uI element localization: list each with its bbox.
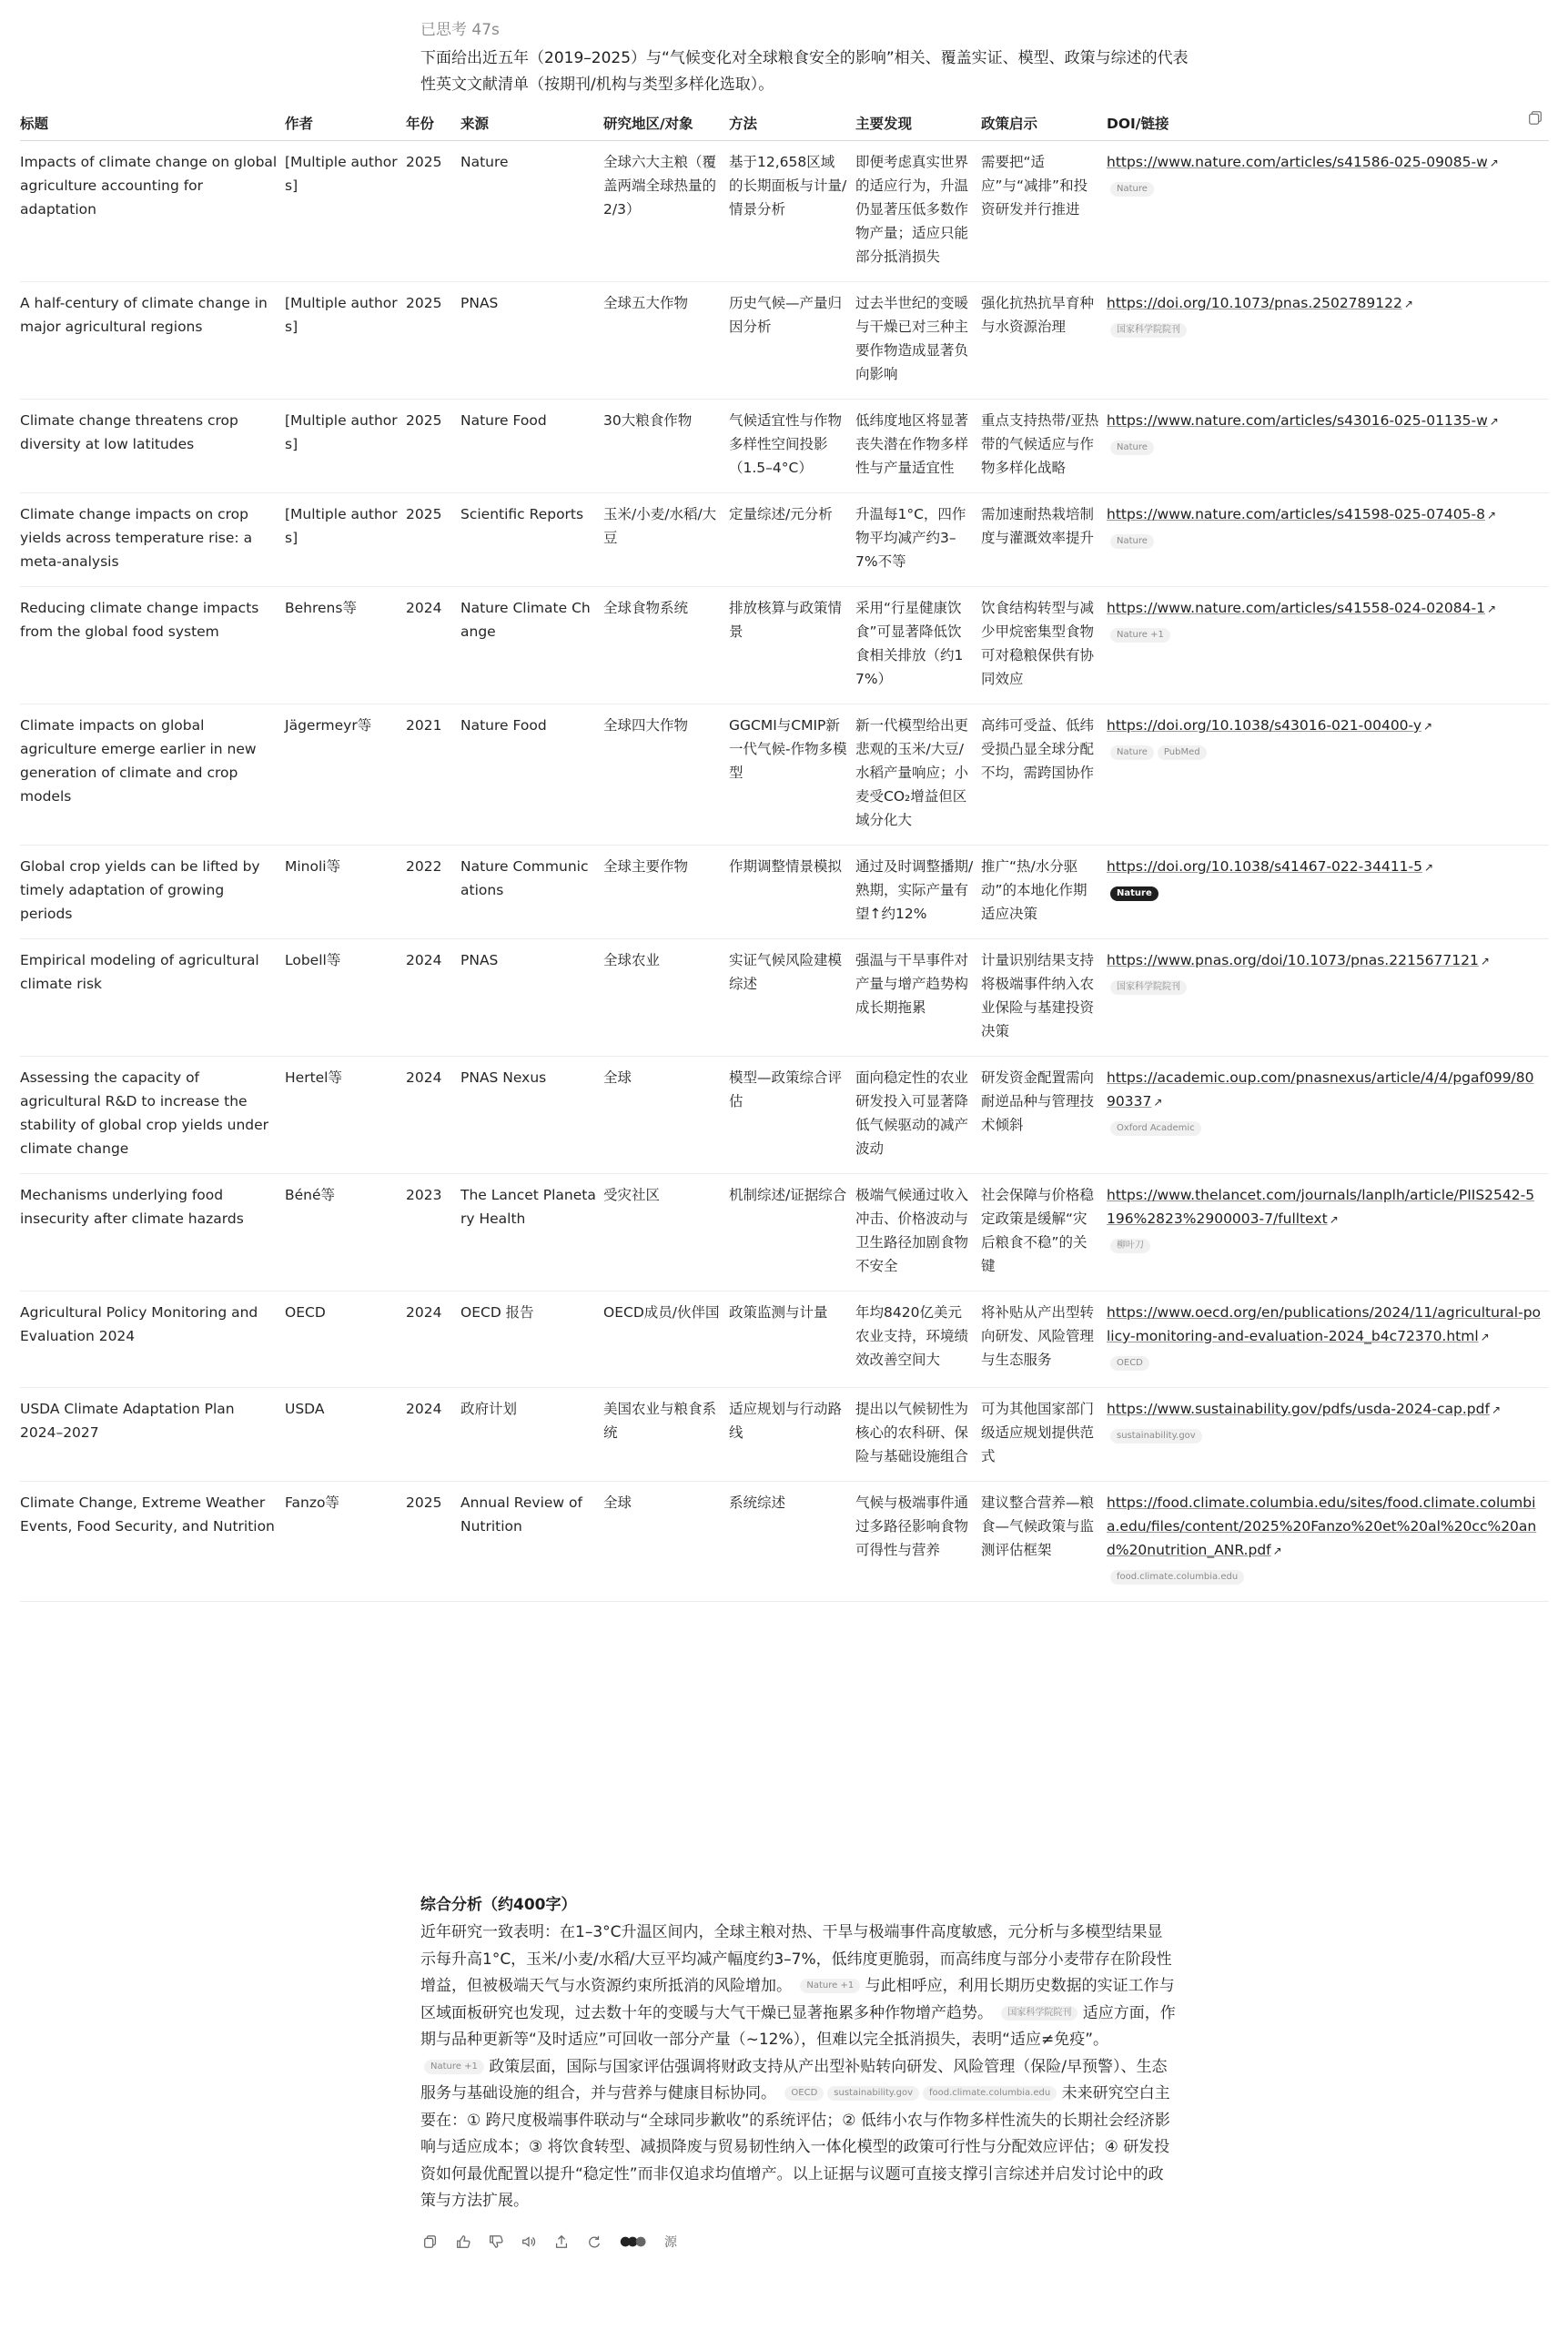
cell-author: Lobell等 xyxy=(285,939,406,1057)
cell-policy: 可为其他国家部门级适应规划提供范式 xyxy=(981,1388,1107,1482)
cell-author: [Multiple authors] xyxy=(285,141,406,282)
cell-policy: 重点支持热带/亚热带的气候适应与作物多样化战略 xyxy=(981,400,1107,493)
cell-link xyxy=(1107,704,1549,846)
table-row xyxy=(20,1482,1549,1602)
doi-link[interactable]: https://www.nature.com/articles/s41586-025-09085-w xyxy=(1107,154,1488,170)
table-row xyxy=(20,1174,1549,1292)
cell-source: Nature Climate Change xyxy=(460,587,603,704)
cell-source: OECD 报告 xyxy=(460,1292,603,1388)
cell-policy: 将补贴从产出型转向研发、风险管理与生态服务 xyxy=(981,1292,1107,1388)
doi-link[interactable]: https://www.nature.com/articles/s43016-025-01135-w xyxy=(1107,412,1488,429)
cell-author: [Multiple authors] xyxy=(285,493,406,587)
table-row xyxy=(20,493,1549,587)
cell-link xyxy=(1107,141,1549,282)
citation-badges xyxy=(1107,1565,1542,1588)
cell-author: USDA xyxy=(285,1388,406,1482)
cell-region: 全球六大主粮（覆盖两端全球热量的2/3） xyxy=(603,141,729,282)
cell-source: Nature Food xyxy=(460,400,603,493)
cell-method: 实证气候风险建模综述 xyxy=(729,939,855,1057)
cell-year: 2025 xyxy=(406,1482,460,1602)
table-row xyxy=(20,1057,1549,1174)
citation-badge[interactable]: OECD xyxy=(1110,1356,1149,1371)
citation-badge[interactable]: Nature +1 xyxy=(800,1979,860,1993)
cell-region: OECD成员/伙伴国 xyxy=(603,1292,729,1388)
cell-region: 全球五大作物 xyxy=(603,282,729,400)
cell-finding: 年均8420亿美元农业支持，环境绩效改善空间大 xyxy=(855,1292,981,1388)
cell-method: 系统综述 xyxy=(729,1482,855,1602)
table-row xyxy=(20,141,1549,282)
cell-title: Global crop yields can be lifted by timely adaptation of growing periods xyxy=(20,846,285,939)
cell-year: 2023 xyxy=(406,1174,460,1292)
cell-year: 2024 xyxy=(406,1057,460,1174)
external-link-icon[interactable]: ↗ xyxy=(1491,1403,1501,1416)
column-header: DOI/链接 xyxy=(1107,107,1549,141)
citation-badges xyxy=(1107,975,1542,998)
copy-icon[interactable] xyxy=(420,2232,440,2252)
cell-region: 美国农业与粮食系统 xyxy=(603,1388,729,1482)
thinking-time[interactable]: 已思考 47s xyxy=(420,21,500,39)
doi-link[interactable]: https://academic.oup.com/pnasnexus/article/4/4/pgaf099/8090337 xyxy=(1107,1069,1534,1109)
cell-author: Minoli等 xyxy=(285,846,406,939)
thumbs-down-icon[interactable] xyxy=(486,2232,506,2252)
column-header: 方法 xyxy=(729,107,855,141)
cell-year: 2025 xyxy=(406,282,460,400)
cell-author: [Multiple authors] xyxy=(285,282,406,400)
copy-table-icon[interactable] xyxy=(1527,109,1545,127)
cell-finding: 强温与干旱事件对产量与增产趋势构成长期拖累 xyxy=(855,939,981,1057)
cell-title: Climate impacts on global agriculture emerge earlier in new generation of climate and crop models xyxy=(20,704,285,846)
table-row xyxy=(20,939,1549,1057)
summary-text: 与此相呼应，利用长期历史数据的实证工作与区域面板研究也发现，过去数十年的变暖与大气干燥已显著拖累多种作物增产趋势。 xyxy=(420,1977,1175,2022)
thumbs-up-icon[interactable] xyxy=(453,2232,473,2252)
cell-method: 机制综述/证据综合 xyxy=(729,1174,855,1292)
cell-region: 受灾社区 xyxy=(603,1174,729,1292)
cell-link xyxy=(1107,1482,1549,1602)
cell-title: Climate change impacts on crop yields across temperature rise: a meta-analysis xyxy=(20,493,285,587)
cell-source: Scientific Reports xyxy=(460,493,603,587)
sources-label[interactable]: 源 xyxy=(664,2235,677,2250)
summary-text: 近年研究一致表明：在1–3°C升温区间内，全球主粮对热、干旱与极端事件高度敏感，元分析与多模型结果显示每升高1°C，玉米/小麦/水稻/大豆平均减产幅度约3–7%，低纬度更脆弱，而高纬度与部分小麦带存在阶段性增益，但被极端天气与水资源约束所抵消的风险增加。 xyxy=(420,1923,1172,1995)
external-link-icon[interactable]: ↗ xyxy=(1486,603,1497,615)
summary-text: 政策层面，国际与国家评估强调将财政支持从产出型补贴转向研发、风险管理（保险/早预警）、生态服务与基础设施的组合，并与营养与健康目标协同。 xyxy=(420,2057,1168,2102)
cell-year: 2025 xyxy=(406,400,460,493)
citation-badges xyxy=(1107,177,1542,200)
doi-link[interactable]: https://www.nature.com/articles/s41598-025-07405-8 xyxy=(1107,506,1485,522)
cell-source: 政府计划 xyxy=(460,1388,603,1482)
cell-title: Climate Change, Extreme Weather Events, Food Security, and Nutrition xyxy=(20,1482,285,1602)
doi-link[interactable]: https://www.thelancet.com/journals/lanplh/article/PIIS2542-5196%2823%2900003-7/fulltext xyxy=(1107,1187,1535,1227)
summary-text: 适应方面，作期与品种更新等“及时适应”可回收一部分产量（~12%），但难以完全抵消损失，表明“适应≠免疫”。 xyxy=(420,2003,1176,2049)
citation-badge[interactable]: 柳叶刀 xyxy=(1110,1239,1150,1253)
citation-badge[interactable]: food.climate.columbia.edu xyxy=(1110,1570,1244,1585)
citation-badge[interactable]: sustainability.gov xyxy=(827,2086,919,2101)
citation-badges xyxy=(1107,1423,1542,1447)
cell-title: Empirical modeling of agricultural climate risk xyxy=(20,939,285,1057)
column-header: 来源 xyxy=(460,107,603,141)
cell-region: 全球主要作物 xyxy=(603,846,729,939)
citation-badges xyxy=(1107,740,1542,764)
cell-policy: 强化抗热抗旱育种与水资源治理 xyxy=(981,282,1107,400)
cell-year: 2024 xyxy=(406,587,460,704)
external-link-icon[interactable]: ↗ xyxy=(1403,298,1413,310)
cell-title: Climate change threatens crop diversity at low latitudes xyxy=(20,400,285,493)
citation-badge[interactable]: 国家科学院院刊 xyxy=(1110,323,1187,338)
message-action-bar xyxy=(420,2232,677,2252)
cell-policy: 研发资金配置需向耐逆品种与管理技术倾斜 xyxy=(981,1057,1107,1174)
cell-method: 历史气候—产量归因分析 xyxy=(729,282,855,400)
cell-title: Reducing climate change impacts from the global food system xyxy=(20,587,285,704)
cell-year: 2022 xyxy=(406,846,460,939)
column-header: 年份 xyxy=(406,107,460,141)
cell-finding: 通过及时调整播期/熟期，实际产量有望↑约12% xyxy=(855,846,981,939)
cell-region: 全球四大作物 xyxy=(603,704,729,846)
cell-year: 2024 xyxy=(406,1292,460,1388)
summary-title: 综合分析（约400字） xyxy=(420,1896,577,1914)
external-link-icon[interactable]: ↗ xyxy=(1486,509,1497,522)
cell-policy: 高纬可受益、低纬受损凸显全球分配不均，需跨国协作 xyxy=(981,704,1107,846)
citation-badge[interactable]: 国家科学院院刊 xyxy=(1001,2006,1077,2021)
cell-method: 模型—政策综合评估 xyxy=(729,1057,855,1174)
cell-method: 气候适宜性与作物多样性空间投影（1.5–4°C） xyxy=(729,400,855,493)
summary-paragraph xyxy=(420,1920,1176,2215)
column-header: 研究地区/对象 xyxy=(603,107,729,141)
table-row xyxy=(20,1292,1549,1388)
external-link-icon[interactable]: ↗ xyxy=(1272,1545,1282,1557)
cell-method: 定量综述/元分析 xyxy=(729,493,855,587)
citation-badge[interactable]: Nature +1 xyxy=(424,2060,484,2074)
external-link-icon[interactable]: ↗ xyxy=(1329,1213,1339,1226)
cell-link xyxy=(1107,1057,1549,1174)
summary-section xyxy=(420,1891,1176,2215)
cell-finding: 极端气候通过收入冲击、价格波动与卫生路径加剧食物不安全 xyxy=(855,1174,981,1292)
citation-badges xyxy=(1107,1116,1542,1140)
cell-year: 2024 xyxy=(406,1388,460,1482)
doi-link[interactable]: https://food.climate.columbia.edu/sites/food.climate.columbia.edu/files/content/2025%20Fanzo%20et%20al%20cc%20and%20nutrition_ANR.pdf xyxy=(1107,1494,1537,1558)
citation-badges xyxy=(1107,1233,1542,1257)
external-link-icon[interactable]: ↗ xyxy=(1489,415,1499,428)
citation-badge[interactable]: Nature +1 xyxy=(1110,628,1170,643)
table-row xyxy=(20,704,1549,846)
cell-link xyxy=(1107,1174,1549,1292)
table-header-row xyxy=(20,107,1549,141)
table-row xyxy=(20,1388,1549,1482)
cell-title: Assessing the capacity of agricultural R&D to increase the stability of global crop yields under climate change xyxy=(20,1057,285,1174)
share-icon[interactable] xyxy=(551,2232,572,2252)
citation-badge[interactable]: OECD xyxy=(784,2086,824,2101)
doi-link[interactable]: https://www.sustainability.gov/pdfs/usda-2024-cap.pdf xyxy=(1107,1401,1490,1417)
cell-author: Fanzo等 xyxy=(285,1482,406,1602)
cell-source: Nature xyxy=(460,141,603,282)
cell-link xyxy=(1107,493,1549,587)
intro-text: 下面给出近五年（2019–2025）与“气候变化对全球粮食安全的影响”相关、覆盖实证、模型、政策与综述的代表性英文文献清单（按期刊/机构与类型多样化选取）。 xyxy=(420,49,1189,94)
external-link-icon[interactable]: ↗ xyxy=(1489,157,1499,169)
cell-method: 作期调整情景模拟 xyxy=(729,846,855,939)
citation-badges xyxy=(1107,318,1542,341)
cell-region: 全球 xyxy=(603,1482,729,1602)
cell-link xyxy=(1107,1388,1549,1482)
sources-icon[interactable] xyxy=(617,2232,652,2252)
cell-year: 2025 xyxy=(406,493,460,587)
cell-method: 政策监测与计量 xyxy=(729,1292,855,1388)
cell-policy: 建议整合营养—粮食—气候政策与监测评估框架 xyxy=(981,1482,1107,1602)
cell-source: PNAS Nexus xyxy=(460,1057,603,1174)
cell-finding: 新一代模型给出更悲观的玉米/大豆/水稻产量响应；小麦受CO₂增益但区域分化大 xyxy=(855,704,981,846)
cell-source: Nature Communications xyxy=(460,846,603,939)
cell-source: Annual Review of Nutrition xyxy=(460,1482,603,1602)
table-row xyxy=(20,587,1549,704)
cell-author: OECD xyxy=(285,1292,406,1388)
column-header: 标题 xyxy=(20,107,285,141)
cell-finding: 过去半世纪的变暖与干燥已对三种主要作物造成显著负向影响 xyxy=(855,282,981,400)
cell-method: 基于12,658区域的长期面板与计量/情景分析 xyxy=(729,141,855,282)
cell-author: Hertel等 xyxy=(285,1057,406,1174)
cell-author: Behrens等 xyxy=(285,587,406,704)
cell-finding: 提出以气候韧性为核心的农科研、保险与基础设施组合 xyxy=(855,1388,981,1482)
cell-year: 2025 xyxy=(406,141,460,282)
cell-method: 适应规划与行动路线 xyxy=(729,1388,855,1482)
citation-badges xyxy=(1107,623,1542,646)
cell-author: Jägermeyr等 xyxy=(285,704,406,846)
cell-policy: 计量识别结果支持将极端事件纳入农业保险与基建投资决策 xyxy=(981,939,1107,1057)
doi-link[interactable]: https://doi.org/10.1073/pnas.2502789122 xyxy=(1107,295,1402,311)
cell-region: 玉米/小麦/水稻/大豆 xyxy=(603,493,729,587)
cell-author: [Multiple authors] xyxy=(285,400,406,493)
column-header: 政策启示 xyxy=(981,107,1107,141)
cell-region: 全球食物系统 xyxy=(603,587,729,704)
external-link-icon[interactable]: ↗ xyxy=(1424,861,1434,874)
regenerate-icon[interactable] xyxy=(584,2232,604,2252)
cell-policy: 需要把“适应”与“减排”和投资研发并行推进 xyxy=(981,141,1107,282)
cell-link xyxy=(1107,1292,1549,1388)
doi-link[interactable]: https://www.oecd.org/en/publications/2024/11/agricultural-policy-monitoring-and-evaluation-2024_b4c72370.html xyxy=(1107,1304,1542,1344)
doi-link[interactable]: https://www.pnas.org/doi/10.1073/pnas.2215677121 xyxy=(1107,952,1479,968)
cell-year: 2024 xyxy=(406,939,460,1057)
citation-badge[interactable]: Nature xyxy=(1110,745,1154,760)
doi-link[interactable]: https://www.nature.com/articles/s41558-024-02084-1 xyxy=(1107,600,1485,616)
cell-method: GGCMI与CMIP新一代气候-作物多模型 xyxy=(729,704,855,846)
citation-badge[interactable]: PubMed xyxy=(1158,745,1207,760)
cell-source: The Lancet Planetary Health xyxy=(460,1174,603,1292)
external-link-icon[interactable]: ↗ xyxy=(1480,955,1490,967)
cell-link xyxy=(1107,939,1549,1057)
cell-finding: 低纬度地区将显著丧失潜在作物多样性与产量适宜性 xyxy=(855,400,981,493)
summary-text: 未来研究空白主要在：① 跨尺度极端事件联动与“全球同步歉收”的系统评估；② 低纬小农与作物多样性流失的长期社会经济影响与适应成本；③ 将饮食转型、减损降废与贸易韧性纳入一体化模型的政策可行性与分配效应评估；④ 研发投资如何最优配置以提升“稳定性”而非仅追求均值增产。以上证据与议题可直接支撑引言综述并启发讨论中的政策与方法扩展。 xyxy=(420,2084,1170,2210)
cell-title: Agricultural Policy Monitoring and Evaluation 2024 xyxy=(20,1292,285,1388)
external-link-icon[interactable]: ↗ xyxy=(1480,1331,1490,1343)
cell-link xyxy=(1107,587,1549,704)
cell-region: 全球农业 xyxy=(603,939,729,1057)
table-row xyxy=(20,846,1549,939)
cell-source: Nature Food xyxy=(460,704,603,846)
citation-badge[interactable]: sustainability.gov xyxy=(1110,1429,1202,1444)
doi-link[interactable]: https://doi.org/10.1038/s41467-022-34411-5 xyxy=(1107,858,1422,875)
citation-badges xyxy=(1107,881,1542,905)
citation-badge[interactable]: 国家科学院院刊 xyxy=(1110,980,1187,995)
citation-badges xyxy=(1107,435,1542,459)
cell-title: USDA Climate Adaptation Plan 2024–2027 xyxy=(20,1388,285,1482)
cell-finding: 气候与极端事件通过多路径影响食物可得性与营养 xyxy=(855,1482,981,1602)
cell-source: PNAS xyxy=(460,282,603,400)
citation-badge[interactable]: Nature xyxy=(1110,182,1154,197)
cell-title: Impacts of climate change on global agriculture accounting for adaptation xyxy=(20,141,285,282)
citation-badge[interactable]: Oxford Academic xyxy=(1110,1121,1201,1136)
cell-finding: 面向稳定性的农业研发投入可显著降低气候驱动的减产波动 xyxy=(855,1057,981,1174)
cell-link xyxy=(1107,846,1549,939)
literature-table xyxy=(20,107,1549,1602)
table-row xyxy=(20,282,1549,400)
cell-link xyxy=(1107,400,1549,493)
cell-policy: 推广“热/水分驱动”的本地化作期适应决策 xyxy=(981,846,1107,939)
citation-badges xyxy=(1107,1351,1542,1374)
cell-title: Mechanisms underlying food insecurity after climate hazards xyxy=(20,1174,285,1292)
external-link-icon[interactable]: ↗ xyxy=(1423,720,1433,733)
cell-link xyxy=(1107,282,1549,400)
citation-badge[interactable]: Nature xyxy=(1110,441,1154,455)
literature-table-container xyxy=(20,107,1549,1602)
cell-finding: 升温每1°C，四作物平均减产约3–7%不等 xyxy=(855,493,981,587)
speaker-icon[interactable] xyxy=(519,2232,539,2252)
citation-badge[interactable]: Nature xyxy=(1110,534,1154,549)
column-header: 主要发现 xyxy=(855,107,981,141)
table-row xyxy=(20,400,1549,493)
citation-badge[interactable]: Nature xyxy=(1110,886,1158,901)
column-header: 作者 xyxy=(285,107,406,141)
cell-region: 30大粮食作物 xyxy=(603,400,729,493)
cell-title: A half-century of climate change in major agricultural regions xyxy=(20,282,285,400)
cell-source: PNAS xyxy=(460,939,603,1057)
citation-badge[interactable]: food.climate.columbia.edu xyxy=(923,2086,1057,2101)
cell-region: 全球 xyxy=(603,1057,729,1174)
doi-link[interactable]: https://doi.org/10.1038/s43016-021-00400-y xyxy=(1107,717,1422,734)
citation-badges xyxy=(1107,529,1542,552)
cell-author: Béné等 xyxy=(285,1174,406,1292)
cell-policy: 饮食结构转型与减少甲烷密集型食物可对稳粮保供有协同效应 xyxy=(981,587,1107,704)
cell-policy: 需加速耐热栽培制度与灌溉效率提升 xyxy=(981,493,1107,587)
cell-finding: 采用“行星健康饮食”可显著降低饮食相关排放（约17%） xyxy=(855,587,981,704)
cell-method: 排放核算与政策情景 xyxy=(729,587,855,704)
cell-policy: 社会保障与价格稳定政策是缓解“灾后粮食不稳”的关键 xyxy=(981,1174,1107,1292)
cell-finding: 即便考虑真实世界的适应行为，升温仍显著压低多数作物产量；适应只能部分抵消损失 xyxy=(855,141,981,282)
external-link-icon[interactable]: ↗ xyxy=(1153,1096,1163,1109)
cell-year: 2021 xyxy=(406,704,460,846)
